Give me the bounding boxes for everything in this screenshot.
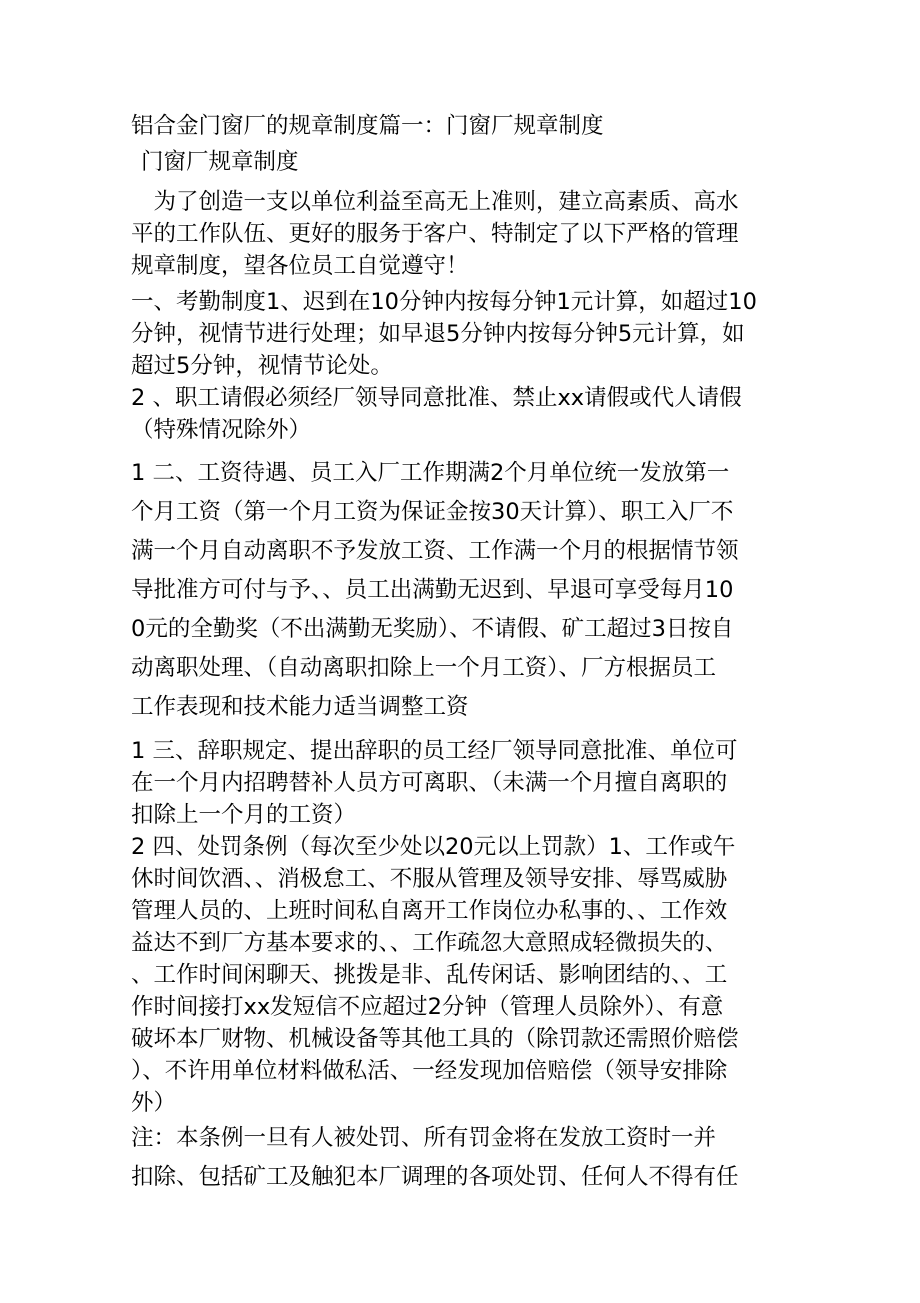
- text-line: 超过5分钟，视情节论处。: [131, 353, 393, 379]
- text-line: 扣除上一个月的工资）: [131, 802, 357, 828]
- text-line: 益达不到厂方基本要求的、、工作疏忽大意照成轻微损失的、: [131, 930, 728, 956]
- text-line: 1 三、辞职规定、提出辞职的员工经厂领导同意批准、单位可: [131, 738, 738, 764]
- text-line: 管理人员的、上班时间私自离开工作岗位办私事的、、工作效: [131, 898, 728, 924]
- intro-paragraph: [131, 186, 791, 282]
- document-subtitle: 门窗厂规章制度: [141, 149, 299, 175]
- resignation-section: [131, 735, 791, 831]
- wages-section: [131, 454, 791, 727]
- text-line: 平的工作队伍、更好的服务于客户、特制定了以下严格的管理: [131, 221, 739, 247]
- text-line: 、工作时间闲聊天、挑拨是非、乱传闲话、影响团结的、、工: [131, 962, 728, 988]
- text-line: 规章制度，望各位员工自觉遵守！: [131, 253, 469, 279]
- text-line: 分钟，视情节进行处理；如早退5分钟内按每分钟5元计算，如: [131, 321, 745, 347]
- text-line: 扣除、包括矿工及触犯本厂调理的各项处罚、任何人不得有任: [131, 1164, 739, 1190]
- document-page: [131, 110, 791, 1197]
- text-line: 导批准方可付与予、、员工出满勤无迟到、早退可享受每月10: [131, 577, 734, 603]
- penalties-section: [131, 831, 791, 1119]
- text-line: 满一个月自动离职不予发放工资、工作满一个月的根据情节领: [131, 538, 739, 564]
- text-line: 在一个月内招聘替补人员方可离职、（未满一个月擅自离职的: [131, 770, 728, 796]
- text-line: 个月工资（第一个月工资为保证金按30天计算）、职工入厂不: [131, 499, 734, 525]
- text-line: 1 二、工资待遇、员工入厂工作期满2个月单位统一发放第一: [131, 460, 730, 486]
- text-line: 2 、职工请假必须经厂领导同意批准、禁止xx请假或代人请假: [131, 385, 742, 411]
- attendance-section: [131, 286, 791, 382]
- note-section: [131, 1119, 791, 1197]
- text-line: （特殊情况除外）: [131, 417, 312, 443]
- text-line: 休时间饮酒、、消极怠工、不服从管理及领导安排、辱骂威胁: [131, 866, 728, 892]
- text-line: 0元的全勤奖（不出满勤无奖励）、不请假、矿工超过3日按自: [131, 616, 734, 642]
- text-line: 动离职处理、（自动离职扣除上一个月工资）、厂方根据员工: [131, 655, 717, 681]
- text-line: 外）: [131, 1090, 177, 1116]
- leave-section: [131, 382, 791, 446]
- text-line: 注：本条例一旦有人被处罚、所有罚金将在发放工资时一并: [131, 1125, 717, 1151]
- document-title: 铝合金门窗厂的规章制度篇一：门窗厂规章制度: [131, 113, 604, 139]
- text-line: 一、考勤制度1、迟到在10分钟内按每分钟1元计算，如超过10: [131, 289, 757, 315]
- text-line: 为了创造一支以单位利益至高无上准则，建立高素质、高水: [131, 189, 739, 215]
- text-line: 工作表现和技术能力适当调整工资: [131, 694, 469, 720]
- text-line: ）、不许用单位材料做私活、一经发现加倍赔偿（领导安排除: [131, 1058, 728, 1084]
- text-line: 2 四、处罚条例（每次至少处以20元以上罚款）1、工作或午: [131, 834, 736, 860]
- text-line: 作时间接打xx发短信不应超过2分钟（管理人员除外）、有意: [131, 994, 724, 1020]
- text-line: 破坏本厂财物、机械设备等其他工具的（除罚款还需照价赔偿: [131, 1026, 739, 1052]
